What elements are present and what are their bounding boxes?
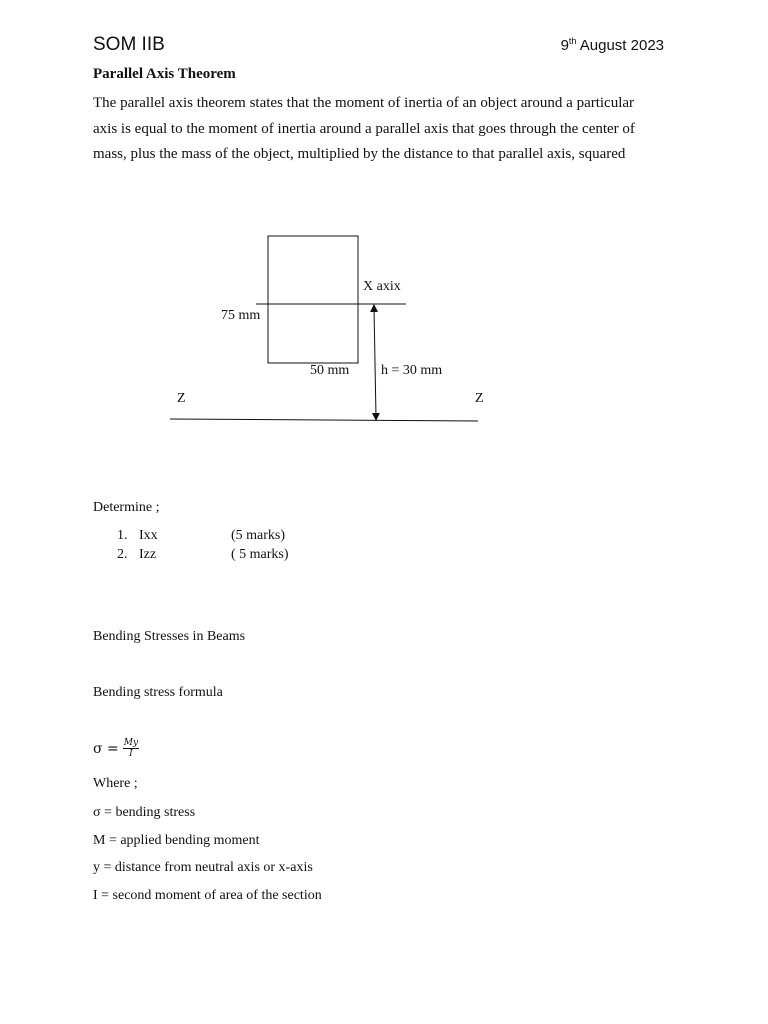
distance-arrow [374,308,376,417]
theorem-paragraph [93,91,683,168]
list-item-label: Izz [139,547,157,562]
bending-stress-formula [93,738,139,759]
paragraph-line: The parallel axis theorem states that the moment of inertia of an object around a particular [93,95,635,111]
section-title-parallel-axis: Parallel Axis Theorem [93,66,236,82]
z-axis-label-left: Z [177,391,186,406]
definition-item: σ = bending stress [93,805,196,820]
list-item-label: Ixx [139,528,158,543]
list-item-number: 1. [117,528,128,543]
definition-item: y = distance from neutral axis or x-axis [93,860,313,875]
date-suffix: th [568,36,577,46]
formula-heading: Bending stress formula [93,685,223,700]
rectangle-section [268,236,358,363]
paragraph-line: mass, plus the mass of the object, multiplied by the distance to that parallel axis, squared [93,146,626,162]
formula-numerator: My [123,738,139,748]
formula-denominator: I [129,749,133,759]
formula-lhs: σ = [93,740,119,757]
z-axis-label-right: Z [475,391,484,406]
list-item-number: 2. [117,547,128,562]
document-date [561,37,664,54]
bending-heading: Bending Stresses in Beams [93,629,246,644]
list-item-marks: ( 5 marks) [231,547,289,562]
height-label: 75 mm [221,308,261,323]
formula-fraction [123,738,139,759]
date-month-year: August 2023 [576,37,664,54]
where-label: Where ; [93,776,138,791]
date-day: 9 [560,37,569,54]
course-title: SOM IIB [93,34,165,55]
paragraph-line: axis is equal to the moment of inertia around a parallel axis that goes through the center of [93,120,635,137]
determine-prompt: Determine ; [93,500,160,515]
list-item-marks: (5 marks) [231,528,286,543]
definition-item: M = applied bending moment [93,833,260,848]
definition-item: I = second moment of area of the section [93,888,322,903]
z-axis-line [170,419,478,421]
x-axis-label: X axix [363,279,401,294]
width-label: 50 mm [310,363,350,378]
distance-label: h = 30 mm [381,363,443,378]
